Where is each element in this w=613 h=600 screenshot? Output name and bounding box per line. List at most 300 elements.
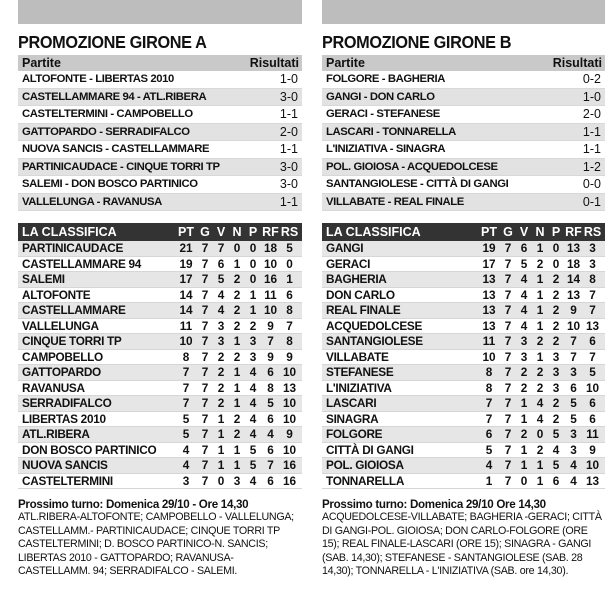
standings-team: CASTELTERMINI	[22, 473, 113, 488]
standings-row	[322, 257, 605, 273]
standings-value: 4	[249, 427, 257, 441]
result-row	[18, 89, 302, 107]
result-match: ALTOFONTE - LIBERTAS 2010	[22, 73, 174, 85]
standings-value: 7	[570, 334, 577, 348]
standings-value: 2	[552, 396, 560, 410]
standings-value: 7	[589, 287, 596, 302]
standings-value: 4	[182, 442, 190, 457]
result-row	[18, 141, 302, 159]
result-score: 3-0	[279, 159, 298, 174]
standings-row	[18, 474, 302, 490]
standings-value: 7	[201, 458, 209, 472]
standings-value: 7	[201, 241, 209, 255]
standings-header-col: RF	[262, 225, 279, 239]
standings-team: TONNARELLA	[326, 473, 405, 488]
girone-a-results-table	[18, 55, 302, 211]
standings-row	[18, 427, 302, 443]
standings-value: 7	[267, 334, 274, 348]
standings-value: 0	[233, 241, 241, 255]
result-score: 1-1	[582, 142, 601, 156]
standings-value: 10	[585, 458, 600, 472]
standings-value: 7	[201, 427, 209, 441]
girone-a-next-round	[18, 498, 302, 578]
standings-value: 3	[570, 365, 577, 379]
standings-header-col: N	[232, 225, 242, 239]
standings-value: 2	[217, 380, 225, 395]
standings-team: CASTELLAMMARE 94	[22, 256, 142, 271]
standings-value: 6	[570, 380, 577, 395]
standings-value: 9	[570, 303, 577, 317]
standings-value: 2	[233, 287, 241, 302]
results-header-matches: Partite	[326, 56, 365, 70]
standings-value: 6	[267, 442, 274, 457]
standings-value: 10	[282, 365, 297, 379]
standings-team: NUOVA SANCIS	[22, 458, 108, 472]
standings-header-col: P	[248, 225, 258, 239]
standings-team: REAL FINALE	[326, 303, 401, 317]
standings-header-col: RS	[583, 225, 602, 239]
standings-value: 2	[552, 318, 560, 333]
standings-value: 1	[249, 303, 257, 317]
standings-value: 1	[536, 318, 544, 333]
standings-value: 5	[182, 411, 190, 426]
standings-value: 7	[504, 272, 512, 286]
standings-value: 9	[589, 442, 596, 457]
standings-value: 1	[485, 473, 493, 488]
standings-value: 7	[485, 396, 493, 410]
standings-value: 1	[233, 442, 241, 457]
standings-value: 4	[520, 287, 528, 302]
standings-value: 1	[217, 411, 225, 426]
standings-value: 9	[267, 349, 274, 364]
standings-value: 1	[286, 272, 293, 286]
standings-value: 0	[249, 256, 257, 271]
standings-team: BAGHERIA	[326, 272, 387, 286]
standings-value: 1	[536, 473, 544, 488]
standings-value: 3	[570, 442, 577, 457]
standings-value: 5	[249, 442, 257, 457]
standings-value: 5	[217, 272, 225, 286]
standings-value: 4	[249, 473, 257, 488]
standings-value: 0	[552, 241, 560, 255]
standings-value: 7	[504, 365, 512, 379]
result-match: PARTINICAUDACE - CINQUE TORRI TP	[22, 160, 220, 173]
result-row	[322, 176, 605, 194]
standings-team: GERACI	[326, 256, 371, 271]
standings-value: 7	[485, 411, 493, 426]
result-row	[322, 71, 605, 89]
standings-value: 7	[182, 396, 190, 410]
standings-value: 13	[482, 272, 496, 286]
standings-value: 2	[536, 365, 544, 379]
standings-row	[322, 396, 605, 412]
standings-value: 3	[589, 256, 596, 271]
standings-team: DON BOSCO PARTINICO	[22, 442, 157, 457]
standings-value: 1	[520, 411, 528, 426]
result-match: SANTANGIOLESE - CITTÀ DI GANGI	[326, 178, 509, 190]
result-score: 1-2	[582, 159, 601, 174]
standings-value: 1	[520, 396, 528, 410]
standings-value: 2	[520, 427, 528, 441]
standings-row	[18, 272, 302, 288]
standings-value: 17	[482, 256, 496, 271]
standings-value: 13	[482, 318, 496, 333]
standings-value: 2	[233, 272, 241, 286]
standings-value: 7	[504, 303, 512, 317]
standings-team: ATL.RIBERA	[22, 427, 90, 441]
standings-value: 8	[485, 365, 493, 379]
girone-b-standings-table	[322, 223, 605, 489]
standings-header	[18, 223, 302, 241]
standings-team: CINQUE TORRI TP	[22, 334, 122, 348]
standings-header-col: P	[551, 225, 561, 239]
standings-value: 6	[589, 334, 596, 348]
standings-value: 2	[520, 380, 528, 395]
results-header-scores: Risultati	[552, 56, 602, 70]
standings-value: 0	[536, 427, 544, 441]
standings-value: 18	[263, 241, 278, 255]
standings-row	[18, 396, 302, 412]
standings-value: 7	[201, 349, 209, 364]
standings-value: 7	[504, 241, 512, 255]
standings-value: 2	[520, 365, 528, 379]
standings-value: 4	[182, 458, 190, 472]
standings-team: ACQUEDOLCESE	[326, 318, 423, 333]
standings-value: 7	[504, 334, 512, 348]
standings-value: 4	[249, 380, 257, 395]
standings-team: GATTOPARDO	[22, 365, 101, 379]
standings-row	[322, 241, 605, 257]
standings-value: 2	[536, 380, 544, 395]
standings-team: RAVANUSA	[22, 380, 85, 395]
result-score: 1-0	[582, 89, 601, 104]
standings-value: 6	[217, 256, 225, 271]
standings-value: 9	[286, 349, 293, 364]
standings-row	[322, 381, 605, 397]
standings-value: 2	[536, 442, 544, 457]
standings-value: 7	[217, 241, 225, 255]
result-score: 3-0	[279, 177, 298, 191]
standings-value: 9	[286, 427, 293, 441]
standings-value: 7	[504, 318, 512, 333]
girone-a-standings-body	[18, 241, 302, 489]
standings-row	[18, 241, 302, 257]
standings-value: 3	[182, 473, 190, 488]
result-score: 2-0	[279, 124, 298, 139]
standings-value: 7	[589, 349, 596, 364]
standings-value: 2	[217, 396, 225, 410]
standings-header-col: RS	[280, 225, 299, 239]
standings-value: 7	[201, 287, 209, 302]
standings-team: DON CARLO	[326, 287, 395, 302]
standings-team: VALLELUNGA	[22, 318, 99, 333]
standings-value: 6	[589, 396, 596, 410]
standings-value: 2	[552, 411, 560, 426]
result-row	[322, 124, 605, 142]
standings-value: 13	[482, 287, 496, 302]
standings-row	[322, 303, 605, 319]
standings-value: 10	[585, 380, 600, 395]
standings-value: 5	[520, 256, 528, 271]
standings-value: 7	[201, 473, 209, 488]
header-band-left	[18, 0, 302, 24]
standings-value: 1	[536, 287, 544, 302]
standings-header-col: V	[519, 225, 529, 239]
standings-value: 3	[589, 241, 596, 255]
standings-value: 10	[482, 349, 496, 364]
standings-team: SINAGRA	[326, 411, 379, 426]
standings-row	[322, 334, 605, 350]
standings-value: 1	[249, 287, 257, 302]
standings-value: 5	[552, 458, 560, 472]
standings-team: LASCARI	[326, 396, 377, 410]
standings-value: 7	[201, 442, 209, 457]
header-band-right	[322, 0, 605, 24]
standings-value: 6	[267, 473, 274, 488]
standings-value: 10	[566, 318, 581, 333]
standings-value: 4	[570, 458, 577, 472]
standings-value: 4	[217, 303, 225, 317]
standings-team: PARTINICAUDACE	[22, 241, 124, 255]
result-score: 2-0	[582, 107, 601, 121]
standings-value: 7	[504, 442, 512, 457]
standings-value: 7	[201, 365, 209, 379]
standings-header	[322, 223, 605, 241]
standings-value: 3	[552, 380, 560, 395]
standings-value: 6	[267, 411, 274, 426]
standings-value: 4	[485, 458, 493, 472]
standings-value: 2	[233, 303, 241, 317]
result-match: FOLGORE - BAGHERIA	[326, 73, 445, 85]
girone-a-column	[18, 30, 302, 578]
standings-value: 8	[267, 380, 274, 395]
standings-value: 7	[504, 287, 512, 302]
standings-value: 13	[585, 318, 600, 333]
standings-value: 2	[233, 349, 241, 364]
result-score: 0-1	[582, 194, 601, 209]
standings-value: 1	[536, 272, 544, 286]
standings-value: 3	[249, 334, 257, 348]
standings-value: 7	[589, 303, 596, 317]
standings-value: 21	[179, 241, 193, 255]
standings-value: 18	[566, 256, 581, 271]
standings-value: 7	[504, 380, 512, 395]
results-header	[322, 55, 605, 71]
result-score: 3-0	[279, 89, 298, 104]
standings-value: 8	[485, 380, 493, 395]
standings-row	[18, 381, 302, 397]
standings-value: 1	[233, 380, 241, 395]
standings-value: 5	[485, 442, 493, 457]
standings-row	[18, 288, 302, 304]
standings-row	[18, 334, 302, 350]
standings-value: 10	[282, 442, 297, 457]
standings-row	[322, 288, 605, 304]
standings-value: 7	[504, 349, 512, 364]
results-header-scores: Risultati	[249, 56, 299, 70]
standings-value: 2	[552, 334, 560, 348]
standings-row	[18, 365, 302, 381]
standings-value: 5	[286, 241, 293, 255]
standings-row	[18, 350, 302, 366]
standings-row	[322, 272, 605, 288]
standings-team: LIBERTAS 2010	[22, 411, 106, 426]
girone-a-standings-table	[18, 223, 302, 489]
standings-value: 1	[233, 458, 241, 472]
standings-value: 11	[482, 334, 496, 348]
standings-row	[18, 443, 302, 459]
standings-value: 4	[249, 396, 257, 410]
girone-b-results-body	[322, 71, 605, 211]
girone-b-column	[322, 30, 605, 578]
result-match: L'INIZIATIVA - SINAGRA	[326, 143, 446, 155]
standings-value: 10	[282, 411, 297, 426]
standings-header-col: PT	[481, 225, 497, 239]
standings-value: 2	[217, 349, 225, 364]
standings-value: 6	[552, 473, 560, 488]
result-score: 1-0	[279, 72, 298, 86]
standings-team: CAMPOBELLO	[22, 349, 103, 364]
standings-row	[322, 474, 605, 490]
standings-value: 1	[520, 442, 528, 457]
standings-value: 7	[504, 458, 512, 472]
standings-value: 7	[201, 256, 209, 271]
standings-value: 4	[520, 318, 528, 333]
standings-value: 0	[552, 256, 560, 271]
result-row	[18, 106, 302, 124]
standings-value: 4	[249, 365, 257, 379]
standings-team: CITTÀ DI GANGI	[326, 442, 414, 457]
standings-value: 13	[566, 287, 581, 302]
standings-value: 3	[570, 427, 577, 441]
standings-value: 11	[179, 318, 193, 333]
standings-row	[322, 319, 605, 335]
standings-value: 2	[217, 365, 225, 379]
standings-team: GANGI	[326, 241, 364, 255]
result-row	[18, 159, 302, 177]
standings-value: 1	[217, 458, 225, 472]
standings-value: 7	[201, 380, 209, 395]
standings-value: 7	[504, 411, 512, 426]
standings-header-col: G	[503, 225, 513, 239]
result-score: 0-0	[582, 177, 601, 191]
standings-value: 3	[217, 334, 225, 348]
result-score: 1-1	[279, 194, 298, 209]
standings-team: VILLABATE	[326, 349, 389, 364]
standings-value: 7	[504, 427, 512, 441]
standings-value: 4	[267, 427, 274, 441]
standings-value: 3	[217, 318, 225, 333]
standings-row	[322, 365, 605, 381]
standings-value: 6	[267, 365, 274, 379]
standings-value: 4	[536, 411, 544, 426]
standings-value: 1	[536, 458, 544, 472]
standings-value: 0	[249, 272, 257, 286]
standings-value: 6	[520, 241, 528, 255]
standings-value: 7	[267, 458, 274, 472]
standings-row	[18, 319, 302, 335]
standings-value: 4	[536, 396, 544, 410]
standings-value: 2	[552, 272, 560, 286]
standings-row	[322, 350, 605, 366]
standings-value: 0	[286, 256, 293, 271]
standings-value: 3	[249, 349, 257, 364]
standings-value: 13	[585, 473, 600, 488]
next-round-text: ATL.RIBERA-ALTOFONTE; CAMPOBELLO - VALLELUNGA; CASTELLAMM.- PARTINICAUDACE; CINQUE TORRI TP CASTELTERMINI; D. BOSCO PARTINICO-N. SANCIS; LIBERTAS 2010 - GATTOPARDO; RAVANUSA-CASTELLAMM. 94; SERRADIFALCO - SALEMI.	[18, 511, 294, 578]
standings-row	[322, 443, 605, 459]
standings-row	[18, 412, 302, 428]
result-match: VALLELUNGA - RAVANUSA	[22, 195, 162, 208]
standings-value: 7	[286, 318, 293, 333]
result-match: NUOVA SANCIS - CASTELLAMMARE	[22, 143, 210, 155]
girone-b-title: PROMOZIONE GIRONE B	[322, 32, 512, 52]
standings-value: 7	[201, 303, 209, 317]
standings-value: 10	[263, 303, 278, 317]
standings-header-team: LA CLASSIFICA	[326, 225, 421, 239]
standings-value: 1	[233, 334, 241, 348]
girone-a-title: PROMOZIONE GIRONE A	[18, 32, 207, 52]
standings-team: ALTOFONTE	[22, 287, 91, 302]
standings-team: SALEMI	[22, 272, 65, 286]
standings-value: 4	[217, 287, 225, 302]
standings-header-col: N	[535, 225, 545, 239]
standings-value: 1	[233, 396, 241, 410]
standings-value: 7	[504, 256, 512, 271]
standings-value: 0	[520, 473, 528, 488]
result-match: GERACI - STEFANESE	[326, 108, 440, 120]
standings-header-col: PT	[178, 225, 194, 239]
result-match: GATTOPARDO - SERRADIFALCO	[22, 125, 190, 138]
standings-value: 1	[233, 256, 241, 271]
standings-value: 16	[282, 473, 297, 488]
standings-row	[18, 458, 302, 474]
standings-team: POL. GIOIOSA	[326, 458, 404, 472]
standings-value: 7	[182, 365, 190, 379]
standings-value: 5	[589, 365, 596, 379]
next-round-label: Prossimo turno: Domenica 29/10 Ore 14,30	[322, 498, 546, 511]
standings-value: 14	[566, 272, 581, 286]
girone-a-results-body	[18, 71, 302, 211]
standings-value: 2	[249, 318, 257, 333]
result-match: CASTELTERMINI - CAMPOBELLO	[22, 108, 193, 120]
results-header	[18, 55, 302, 71]
standings-value: 14	[179, 303, 193, 317]
standings-value: 4	[249, 411, 257, 426]
standings-value: 13	[282, 380, 297, 395]
standings-value: 9	[267, 318, 274, 333]
result-row	[322, 159, 605, 177]
result-row	[322, 106, 605, 124]
girone-b-next-round	[322, 498, 605, 578]
standings-team: FOLGORE	[326, 427, 383, 441]
standings-value: 16	[282, 458, 297, 472]
standings-value: 8	[589, 272, 596, 286]
result-row	[322, 141, 605, 159]
standings-value: 5	[552, 427, 560, 441]
standings-value: 6	[286, 287, 293, 302]
standings-value: 6	[485, 427, 493, 441]
standings-value: 16	[263, 272, 278, 286]
standings-team: SANTANGIOLESE	[326, 334, 423, 348]
standings-value: 4	[552, 442, 560, 457]
standings-value: 11	[586, 427, 599, 441]
standings-value: 13	[482, 303, 496, 317]
standings-value: 19	[179, 256, 193, 271]
result-match: VILLABATE - REAL FINALE	[326, 195, 464, 208]
results-header-matches: Partite	[22, 56, 61, 70]
result-row	[18, 176, 302, 194]
standings-value: 1	[520, 458, 528, 472]
